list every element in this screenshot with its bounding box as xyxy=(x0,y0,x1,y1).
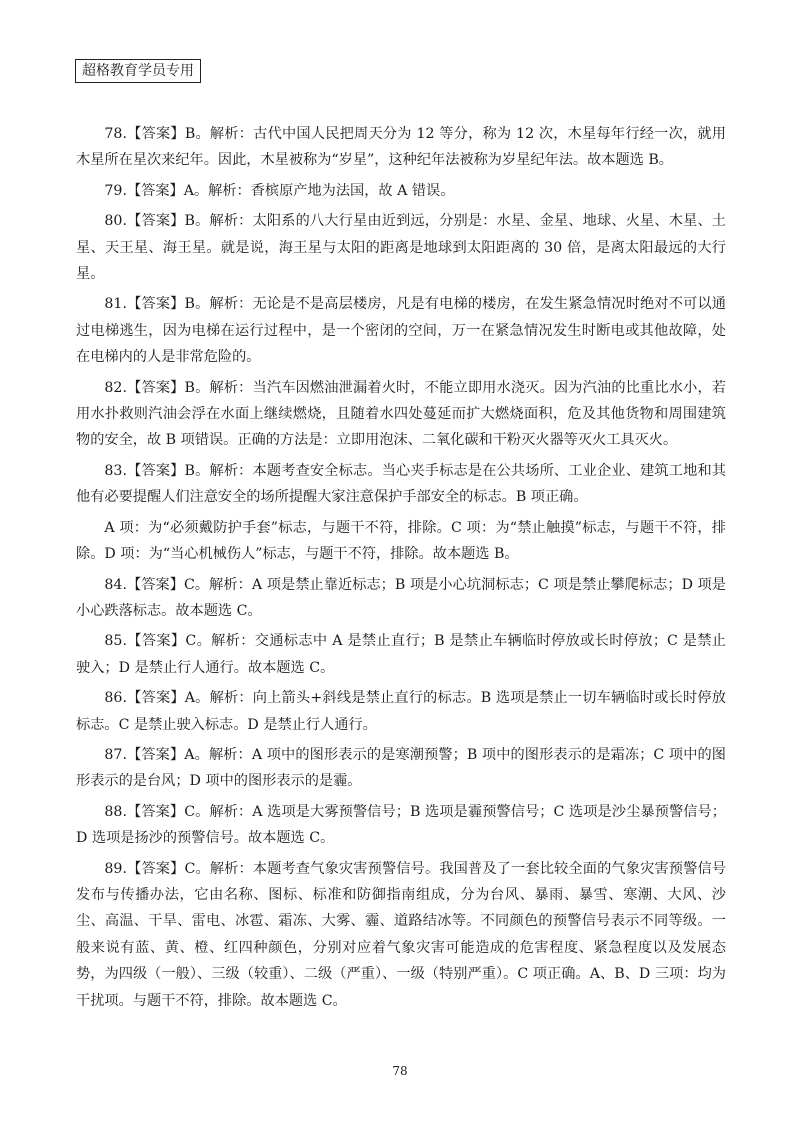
answer-83: 83.【答案】B。解析：本题考查安全标志。当心夹手标志是在公共场所、工业企业、建筑工地和其他有必要提醒人们注意安全的场所提醒大家注意保护手部安全的标志。B 项正确。 xyxy=(76,462,726,506)
answer-explanations xyxy=(76,121,726,1018)
answer-84: 84.【答案】C。解析：A 项是禁止靠近标志；B 项是小心坑洞标志；C 项是禁止攀爬标志；D 项是小心跌落标志。故本题选 C。 xyxy=(76,576,726,619)
answer-85: 85.【答案】C。解析：交通标志中 A 是禁止直行；B 是禁止车辆临时停放或长时停放；C 是禁止驶入；D 是禁止行人通行。故本题选 C。 xyxy=(76,633,726,676)
answer-87: 87.【答案】A。解析：A 项中的图形表示的是寒潮预警；B 项中的图形表示的是霜冻；C 项中的图形表示的是台风；D 项中的图形表示的是霾。 xyxy=(76,746,726,790)
header-label: 超格教育学员专用 xyxy=(75,59,201,83)
answer-83-options: A 项：为“必须戴防护手套”标志，与题干不符，排除。C 项：为“禁止触摸”标志，与题干不符，排除。D 项：为“当心机械伤人”标志，与题干不符，排除。故本题选 B。 xyxy=(76,519,726,563)
answer-81: 81.【答案】B。解析：无论是不是高层楼房，凡是有电梯的楼房，在发生紧急情况时绝对不可以通过电梯逃生，因为电梯在运行过程中，是一个密闭的空间，万一在紧急情况发生时断电或其他故障，处在电梯内的人是非常危险的。 xyxy=(76,296,726,366)
answer-88: 88.【答案】C。解析：A 选项是大雾预警信号；B 选项是霾预警信号；C 选项是沙尘暴预警信号；D 选项是扬沙的预警信号。故本题选 C。 xyxy=(76,803,726,847)
answer-82: 82.【答案】B。解析：当汽车因燃油泄漏着火时，不能立即用水浇灭。因为汽油的比重比水小，若用水扑救则汽油会浮在水面上继续燃烧，且随着水四处蔓延而扩大燃烧面积，危及其他货物和周围建筑物的安全，故 B 项错误。正确的方法是：立即用泡沫、二氧化碳和干粉灭火器等灭火工具灭火。 xyxy=(76,379,726,449)
answer-80: 80.【答案】B。解析：太阳系的八大行星由近到远，分别是：水星、金星、地球、火星、木星、土星、天王星、海王星。就是说，海王星与太阳的距离是地球到太阳距离的 30 倍，是离太阳最远的大行星。 xyxy=(76,213,726,283)
answer-89: 89.【答案】C。解析：本题考查气象灾害预警信号。我国普及了一套比较全面的气象灾害预警信号发布与传播办法，它由名称、图标、标准和防御指南组成，分为台风、暴雨、暴雪、寒潮、大风、沙尘、高温、干旱、雷电、冰雹、霜冻、大雾、霾、道路结冰等。不同颜色的预警信号表示不同等级。一般来说有蓝、黄、橙、红四种颜色，分别对应着气象灾害可能造成的危害程度、紧急程度以及发展态势，为四级（一般）、三级（较重）、二级（严重）、一级（特别严重）。C 项正确。A、B、D 三项：均为干扰项。与题干不符，排除。故本题选 C。 xyxy=(76,860,726,1009)
answer-79: 79.【答案】A。解析：香槟原产地为法国，故 A 错误。 xyxy=(104,182,455,199)
page-number: 78 xyxy=(392,1064,408,1078)
answer-78: 78.【答案】B。解析：古代中国人民把周天分为 12 等分，称为 12 次，木星每年行经一次，就用木星所在星次来纪年。因此，木星被称为“岁星”，这种纪年法被称为岁星纪年法。故本题选 B。 xyxy=(76,126,726,169)
answer-86: 86.【答案】A。解析：向上箭头+斜线是禁止直行的标志。B 选项是禁止一切车辆临时或长时停放标志。C 是禁止驶入标志。D 是禁止行人通行。 xyxy=(76,690,726,733)
